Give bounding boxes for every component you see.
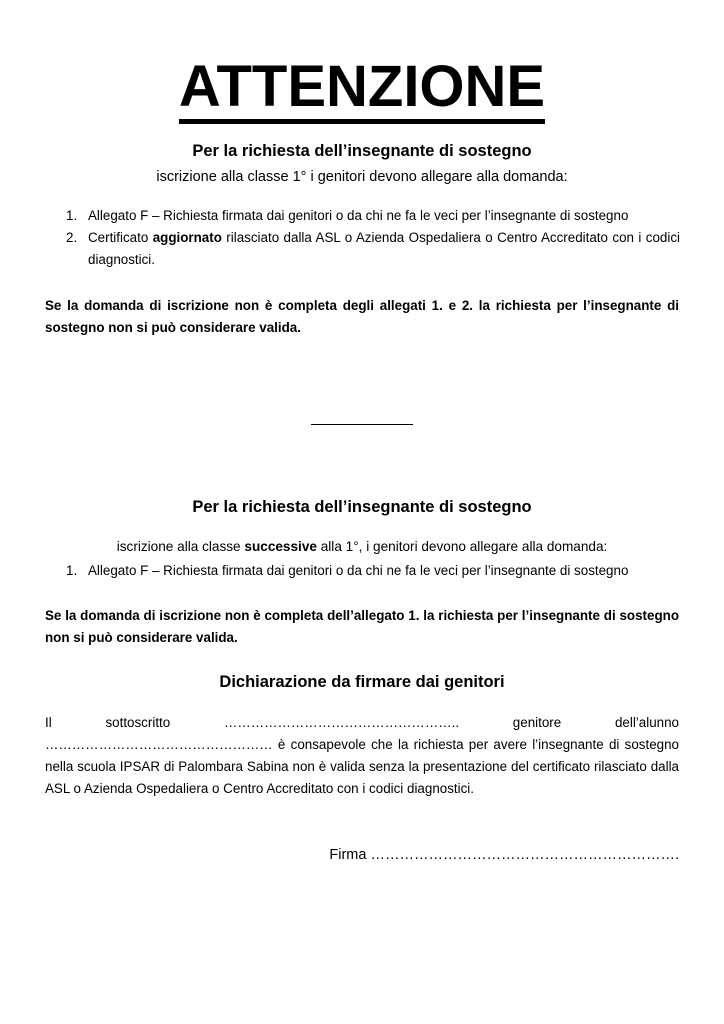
- list-item: [66, 560, 680, 582]
- section2-subline-bold: successive: [244, 539, 317, 554]
- list-item-text: [88, 227, 680, 271]
- list-item: [66, 205, 680, 227]
- page-title: [0, 52, 724, 124]
- list-item-text: Allegato F – Richiesta firmata dai genitori o da chi ne fa le veci per l’insegnante di sostegno: [88, 563, 629, 578]
- separator-line: [311, 424, 413, 425]
- section1-warning: Se la domanda di iscrizione non è completa degli allegati 1. e 2. la richiesta per l’insegnante di sostegno non si può considerare valida.: [45, 298, 679, 335]
- list-item-text-before: Certificato: [88, 230, 153, 245]
- section2-subline-after: alla 1°, i genitori devono allegare alla domanda:: [316, 539, 608, 554]
- declaration-text: Il sottoscritto …………………………………………….. genitore dell’alunno …………………………………………… è consapevole che la richiesta per avere l’insegnante di sostegno nella scuola IPSAR di Palombara Sabina non è valida senza la presentazione del certificato rilasciato dalla ASL o Azienda Ospedaliera o Centro Accreditato con i codici diagnostici.: [45, 715, 679, 796]
- list-item-number: 1.: [66, 563, 78, 578]
- list-item: [66, 227, 680, 271]
- section1-subline: iscrizione alla classe 1° i genitori devono allegare alla domanda:: [156, 169, 568, 185]
- section1-heading: Per la richiesta dell’insegnante di sostegno: [192, 142, 532, 160]
- list-item-text-bold: aggiornato: [152, 230, 222, 245]
- section2-attachment-list: [66, 560, 680, 582]
- section2-subline-before: iscrizione alla classe: [116, 539, 245, 554]
- section2-warning: Se la domanda di iscrizione non è completa dell’allegato 1. la richiesta per l’insegnante di sostegno non si può considerare valida.: [45, 608, 679, 645]
- page-title-text: ATTENZIONE: [179, 57, 545, 124]
- section2-subline: [0, 539, 724, 554]
- list-item-text: Allegato F – Richiesta firmata dai genitori o da chi ne fa le veci per l’insegnante di sostegno: [88, 208, 629, 223]
- section2-heading: Per la richiesta dell’insegnante di sostegno: [192, 498, 532, 516]
- list-item-number: 2.: [66, 230, 78, 245]
- section1-attachment-list: [66, 205, 680, 271]
- signature-line: Firma ……………………………………………………….: [329, 847, 679, 863]
- list-item-text-after: rilasciato dalla ASL o Azienda Ospedaliera o Centro Accreditato con i codici diagnostici.: [88, 230, 681, 267]
- list-item-number: 1.: [66, 208, 78, 223]
- declaration-heading: Dichiarazione da firmare dai genitori: [219, 673, 505, 691]
